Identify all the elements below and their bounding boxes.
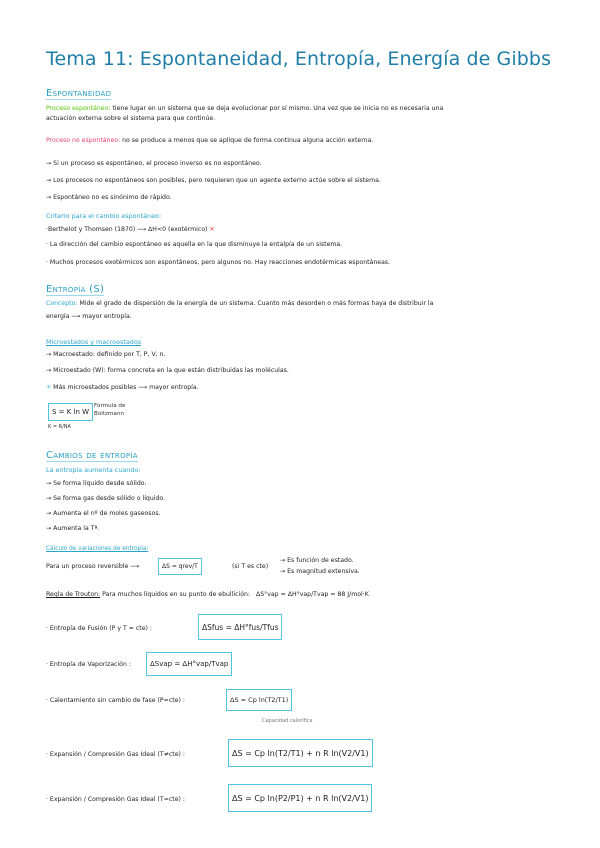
- section-heading-cambios: Cambios de entropía: [46, 450, 138, 461]
- section-heading-espontaneidad: Espontaneidad: [46, 88, 112, 99]
- criterio-exotermicos: · Muchos procesos exotérmicos son espontáneos, pero algunos no. Hay reacciones endotérmicas espontáneas.: [46, 259, 391, 266]
- microestados-conclusion: Más microestados posibles ⟶ mayor entropía.: [51, 384, 199, 391]
- boltzmann-label-2: Boltzmann: [94, 411, 124, 417]
- concepto-label: Concepto:: [46, 300, 78, 307]
- reversible-label: Para un proceso reversible ⟶: [46, 563, 140, 570]
- capacidad-calorifica-note: Capacidad calorífica: [262, 718, 313, 724]
- list-item: → Los procesos no espontáneos son posibles, pero requieren que un agente externo actúe sobre el sistema.: [46, 177, 381, 184]
- fusion-label: · Entropía de Fusión (P y T = cte) :: [46, 625, 152, 632]
- expansion-t-cte-label: · Expansión / Compresión Gas Ideal (T=cte) :: [46, 796, 185, 803]
- concepto-text: Mide el grado de dispersión de la energía de un sistema. Cuanto más desorden o más formas haya de distribuir la: [79, 300, 434, 307]
- trouton-rule: [46, 590, 369, 599]
- list-item: → Es función de estado.: [280, 557, 354, 564]
- espontaneo-text: tiene lugar en un sistema que se deja evolucionar por sí mismo. Una vez que se inicia no es necesaria una: [112, 105, 444, 112]
- boltzmann-formula-box: S = K ln W: [48, 403, 93, 421]
- list-item: → Es magnitud extensiva.: [280, 568, 360, 575]
- criterio-berthelot-text: ·Berthelot y Thomsen (1870) ⟶ ΔH<0 (exotérmico): [46, 226, 208, 233]
- vaporizacion-formula-box: ΔSvap = ΔH°vap/Tvap: [146, 652, 232, 676]
- list-item: [46, 383, 199, 392]
- criterio-direccion: · La dirección del cambio espontáneo es aquella en la que disminuye la entalpía de un sistema.: [46, 241, 343, 248]
- list-item: → Se forma líquido desde sólido.: [46, 480, 147, 487]
- no-espontaneo-definition: [46, 136, 373, 145]
- calculo-heading: Cálculo de variaciones de entropía:: [46, 546, 149, 552]
- fusion-formula-box: ΔSfus = ΔH°fus/Tfus: [198, 614, 282, 640]
- list-item: → Aumenta la Tª.: [46, 525, 100, 532]
- vaporizacion-label: · Entropía de Vaporización :: [46, 661, 131, 668]
- criterio-berthelot: [46, 225, 215, 234]
- list-item: → Macroestado: definido por T, P, V, n.: [46, 351, 166, 358]
- microestados-heading: Microestados y macroestados: [46, 338, 142, 346]
- espontaneo-continuation: actuación externa sobre el sistema para que continúe.: [46, 115, 216, 122]
- trouton-text: Para muchos líquidos en su punto de ebullición:: [102, 591, 250, 598]
- list-item: → Si un proceso es espontáneo, el proceso inverso es no espontáneo.: [46, 160, 262, 167]
- reversible-note: (si T es cte): [232, 563, 269, 570]
- list-item: → Espontáneo no es sinónimo de rápido.: [46, 194, 172, 201]
- no-espontaneo-text: no se produce a menos que se aplique de forma continua alguna acción externa.: [122, 137, 374, 144]
- k-constant-note: K = R/NA: [48, 424, 71, 430]
- concepto-continuation: energía ⟶ mayor entropía.: [46, 313, 132, 320]
- list-item: → Aumenta el nº de moles gaseosos.: [46, 510, 161, 517]
- cross-icon: ✕: [209, 226, 215, 233]
- calentamiento-formula-box: ΔS = Cp ln(T2/T1): [226, 689, 292, 711]
- list-item: → Se forma gas desde sólido o líquido.: [46, 495, 166, 502]
- expansion-t-var-label: · Expansión / Compresión Gas Ideal (T≠cte) :: [46, 751, 185, 758]
- no-espontaneo-label: Proceso no espontáneo:: [46, 137, 121, 144]
- calentamiento-label: · Calentamiento sin cambio de fase (P=cte) :: [46, 697, 185, 704]
- concepto-definition: [46, 299, 433, 308]
- criterio-heading: Criterio para el cambio espontáneo:: [46, 212, 162, 220]
- page-title: Tema 11: Espontaneidad, Entropía, Energía de Gibbs: [46, 48, 552, 70]
- trouton-formula: ΔS°vap = ΔH°vap/Tvap ≈ 88 J/mol·K: [255, 591, 369, 598]
- espontaneo-definition: [46, 104, 443, 113]
- asterisk-icon: ✳: [46, 384, 52, 391]
- expansion-t-var-formula-box: ΔS = Cp ln(T2/T1) + n R ln(V2/V1): [228, 739, 373, 767]
- espontaneo-label: Proceso espontáneo:: [46, 105, 111, 112]
- list-item: → Microestado (W): forma concreta en la que están distribuidas las moléculas.: [46, 367, 289, 374]
- section-heading-entropia: Entropía (S): [46, 284, 105, 295]
- trouton-label: Regla de Trouton:: [46, 591, 101, 598]
- reversible-formula-box: ΔS = qrev/T: [158, 558, 202, 575]
- expansion-t-cte-formula-box: ΔS = Cp ln(P2/P1) + n R ln(V2/V1): [228, 784, 372, 812]
- aumenta-heading: La entropía aumenta cuando:: [46, 466, 141, 474]
- boltzmann-label-1: Fórmula de: [94, 403, 126, 409]
